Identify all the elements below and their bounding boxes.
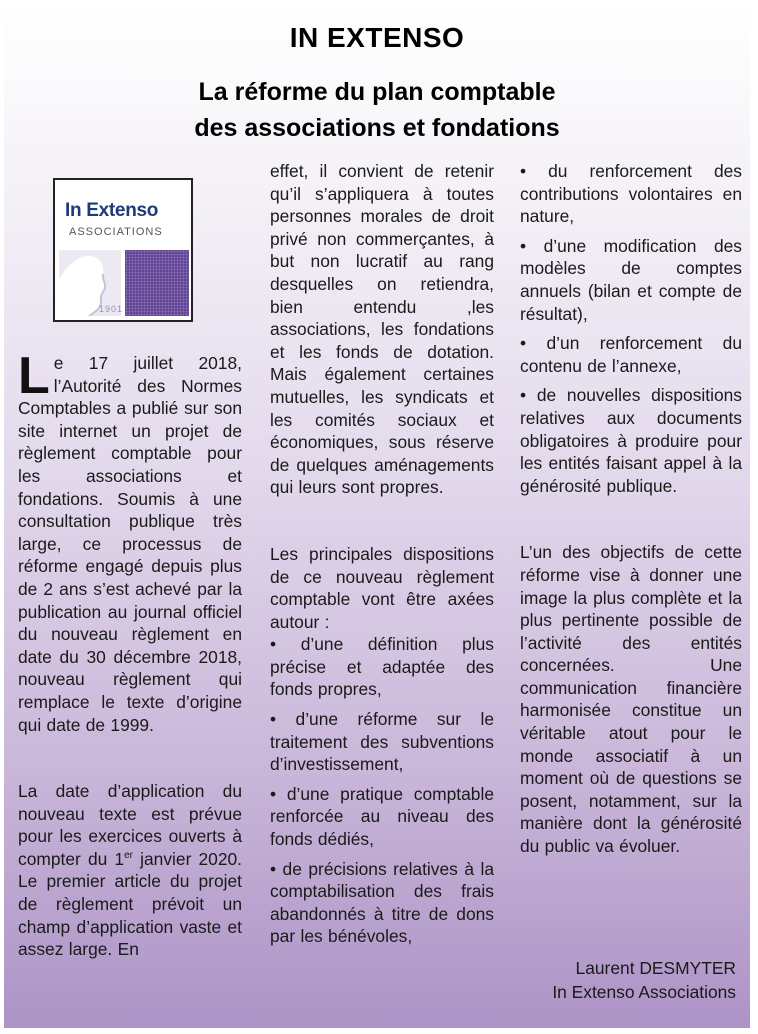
drop-cap: L xyxy=(18,347,50,405)
provision-list-item: • d’une réforme sur le traitement des subventions d’investissement, xyxy=(270,709,494,775)
paragraph-application-date xyxy=(18,780,242,961)
provision-list-item: • de précisions relatives à la comptabilisation des frais abandonnés à titre de dons par les bénévoles, xyxy=(270,858,494,947)
paragraph-gap xyxy=(18,736,242,780)
paragraph-gap xyxy=(520,497,742,541)
article-column-3 xyxy=(520,160,742,858)
provision-list-item: • d’une définition plus précise et adaptée des fonds propres, xyxy=(270,634,494,700)
logo-year: 1901 xyxy=(99,304,124,314)
provision-list-item: • d’un renforcement du contenu de l’annexe, xyxy=(520,333,742,376)
paragraph-intro-text: e 17 juillet 2018, l’Autorité des Normes Comptables a publié sur son site internet un projet de règlement comptable pour les associations et fondations. Soumis à une consultation publique très large, ce processus de réforme engagé depuis plus de 2 ans s’est achevé par la publication au journal officiel du nouveau règlement en date du 30 décembre 2018, nouveau règlement qui remplace le texte d’origine qui date de 1999. xyxy=(18,353,242,735)
author-signature xyxy=(552,956,736,1004)
paragraph-scope-continued: effet, il convient de retenir qu’il s’appliquera à toutes personnes morales de droit privé non commerçantes, à but non lucratif au rang desquelles on retiendra, bien entendu ,les associations, les fondations et les fonds de dotation. Mais également certaines mutuelles, les syndicats et les comités sociaux et économiques, sous réserve de quelques aménagements qui leurs sont propres. xyxy=(270,161,494,498)
author-name: Laurent DESMYTER xyxy=(575,958,736,978)
article-title-line-1: La réforme du plan comptable xyxy=(198,78,556,106)
article-page xyxy=(4,4,750,1028)
article-title xyxy=(4,74,750,146)
paragraph-provisions-intro: Les principales dispositions de ce nouveau règlement comptable vont être axées autour : xyxy=(270,543,494,632)
paragraph-intro xyxy=(18,347,242,736)
paragraph-gap xyxy=(270,499,494,543)
provisions-list-part-2 xyxy=(520,160,742,497)
provision-list-item: • de nouvelles dispositions relatives aux documents obligatoires à produire pour les entités faisant appel à la générosité publique. xyxy=(520,385,742,496)
article-column-1 xyxy=(18,347,242,961)
logo-subtitle: ASSOCIATIONS xyxy=(69,226,163,238)
paragraph-application-text: La date d’application du nouveau texte est prévue pour les exercices ouverts à compter du 1 xyxy=(18,781,242,869)
article-title-line-2: des associations et fondations xyxy=(194,114,560,142)
paragraph-objectives: L’un des objectifs de cette réforme vise à donner une image la plus complète et la plus pertinente possible de l’activité des entités concernées. Une communication financière harmonisée constitue un véritable atout pour le monde associatif à un moment où de questions se posent, notamment, sur la manière dont la générosité du public va évoluer. xyxy=(520,542,742,857)
provision-list-item: • d’une modification des modèles de comptes annuels (bilan et compte de résultat), xyxy=(520,235,742,324)
provision-list-item: • d’une pratique comptable renforcée au niveau des fonds dédiés, xyxy=(270,783,494,850)
logo-pattern-block xyxy=(125,250,189,316)
superscript-er: er xyxy=(124,850,133,862)
logo-name: In Extenso xyxy=(65,200,159,221)
in-extenso-logo xyxy=(53,178,193,322)
provisions-list-part-1 xyxy=(270,633,494,948)
article-column-2 xyxy=(270,160,494,948)
section-kicker: IN EXTENSO xyxy=(289,22,465,53)
paragraph-application-continued: janvier 2020. Le premier article du projet de règlement prévoit un champ d’application vaste et assez large. En xyxy=(18,848,242,960)
logo-header xyxy=(59,184,187,248)
provision-list-item: • du renforcement des contributions volontaires en nature, xyxy=(520,161,742,227)
author-organization: In Extenso Associations xyxy=(552,982,736,1002)
